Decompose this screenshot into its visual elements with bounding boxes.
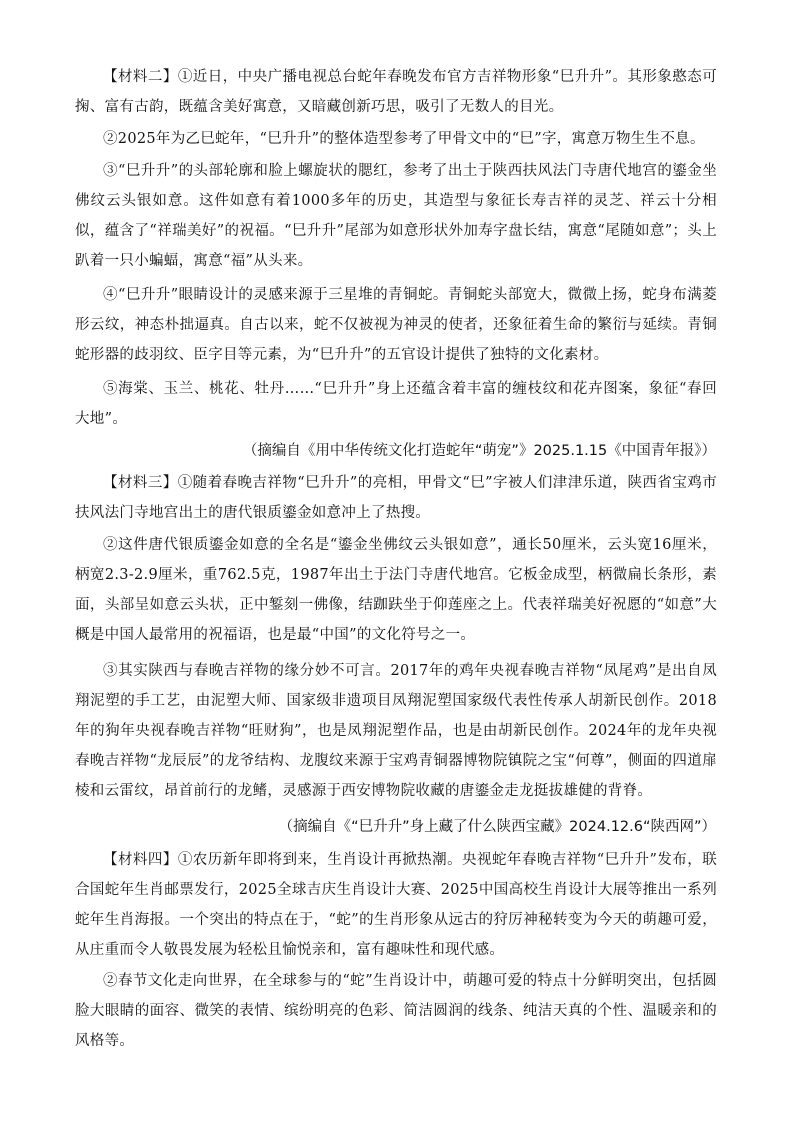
- material2-para5: ⑤海棠、玉兰、桃花、牡丹……“巳升升”身上还蕴含着丰富的缠枝纹和花卉图案，象征“春回大地”。: [75, 381, 717, 427]
- material2-para1: 【材料二】①近日，中央广播电视总台蛇年春晚发布官方吉祥物形象“巳升升”。其形象憨态可掬、富有古韵，既蕴含美好寓意，又暗藏创新巧思，吸引了无数人的目光。: [75, 69, 717, 115]
- material3-para2: ②这件唐代银质鎏金如意的全名是“鎏金坐佛纹云头银如意”，通长50厘米，云头宽16厘米，柄宽2.3-2.9厘米，重762.5克，1987年出土于法门寺唐代地宫。它板金成型，柄微扁长条形，素面，头部呈如意云头状，正中錾刻一佛像，结跏趺坐于仰莲座之上。代表祥瑞美好祝愿的“如意”大概是中国人最常用的祝福语，也是最“中国”的文化符号之一。: [75, 537, 717, 643]
- material2-para4: ④“巳升升”眼睛设计的灵感来源于三星堆的青铜蛇。青铜蛇头部宽大，微微上扬，蛇身布满菱形云纹，神态朴拙逼真。自古以来，蛇不仅被视为神灵的使者，还象征着生命的繁衍与延续。青铜蛇形器的歧羽纹、臣字目等元素，为“巳升升”的五官设计提供了独特的文化素材。: [75, 287, 717, 363]
- material4-para1: 【材料四】①农历新年即将到来，生肖设计再掀热潮。央视蛇年春晚吉祥物“巳升升”发布，联合国蛇年生肖邮票发行，2025全球吉庆生肖设计大赛、2025中国高校生肖设计大展等推出一系列蛇年生肖海报。一个突出的特点在于，“蛇”的生肖形象从远古的狩厉神秘转变为今天的萌趣可爱，从庄重而令人敬畏发展为轻松且愉悦亲和，富有趣味性和现代感。: [75, 852, 717, 958]
- material3-para3: ③其实陕西与春晚吉祥物的缘分妙不可言。2017年的鸡年央视春晚吉祥物“凤尾鸡”是出自凤翔泥塑的手工艺，由泥塑大师、国家级非遗项目凤翔泥塑国家级代表性传承人胡新民创作。2018年的狗年央视春晚吉祥物“旺财狗”，也是凤翔泥塑作品，也是由胡新民创作。2024年的龙年央视春晚吉祥物“龙辰辰”的龙爷结构、龙腹纹来源于宝鸡青铜器博物院镇院之宝“何尊”，侧面的四道扉棱和云雷纹，昂首前行的龙鳍，灵感源于西安博物院收藏的唐鎏金走龙挺拔雄健的背脊。: [75, 663, 717, 799]
- material2-para3: ③“巳升升”的头部轮廓和脸上螺旋状的腮红，参考了出土于陕西扶风法门寺唐代地宫的鎏金坐佛纹云头银如意。这件如意有着1000多年的历史，其造型与象征长寿吉祥的灵芝、祥云十分相似，蕴含了“祥瑞美好”的祝福。“巳升升”尾部为如意形状外加寿字盘长结，寓意“尾随如意”；头上趴着一只小蝙蝠，寓意“福”从头来。: [75, 163, 717, 269]
- material3-source: （摘编自《“巳升升”身上藏了什么陕西宝藏》2024.12.6“陕西网”）: [278, 819, 716, 835]
- material4-label: 【材料四】: [103, 852, 178, 868]
- material3-label: 【材料三】: [103, 475, 178, 491]
- material2-label: 【材料二】: [103, 69, 178, 85]
- material2-para2: ②2025年为乙巳蛇年，“巳升升”的整体造型参考了甲骨文中的“巳”字，寓意万物生生不息。: [103, 131, 705, 147]
- material3-para1: 【材料三】①随着春晚吉祥物“巳升升”的亮相，甲骨文“巳”字被人们津津乐道，陕西省宝鸡市扶风法门寺地宫出土的唐代银质鎏金如意冲上了热搜。: [75, 475, 717, 521]
- material4-para2: ②春节文化走向世界，在全球参与的“蛇”生肖设计中，萌趣可爱的特点十分鲜明突出，包括圆脸大眼睛的面容、微笑的表情、缤纷明亮的色彩、简洁圆润的线条、纯洁天真的个性、温暖亲和的风格等。: [75, 973, 717, 1049]
- material2-source: （摘编自《用中华传统文化打造蛇年“萌宠”》2025.1.15《中国青年报》）: [242, 443, 716, 459]
